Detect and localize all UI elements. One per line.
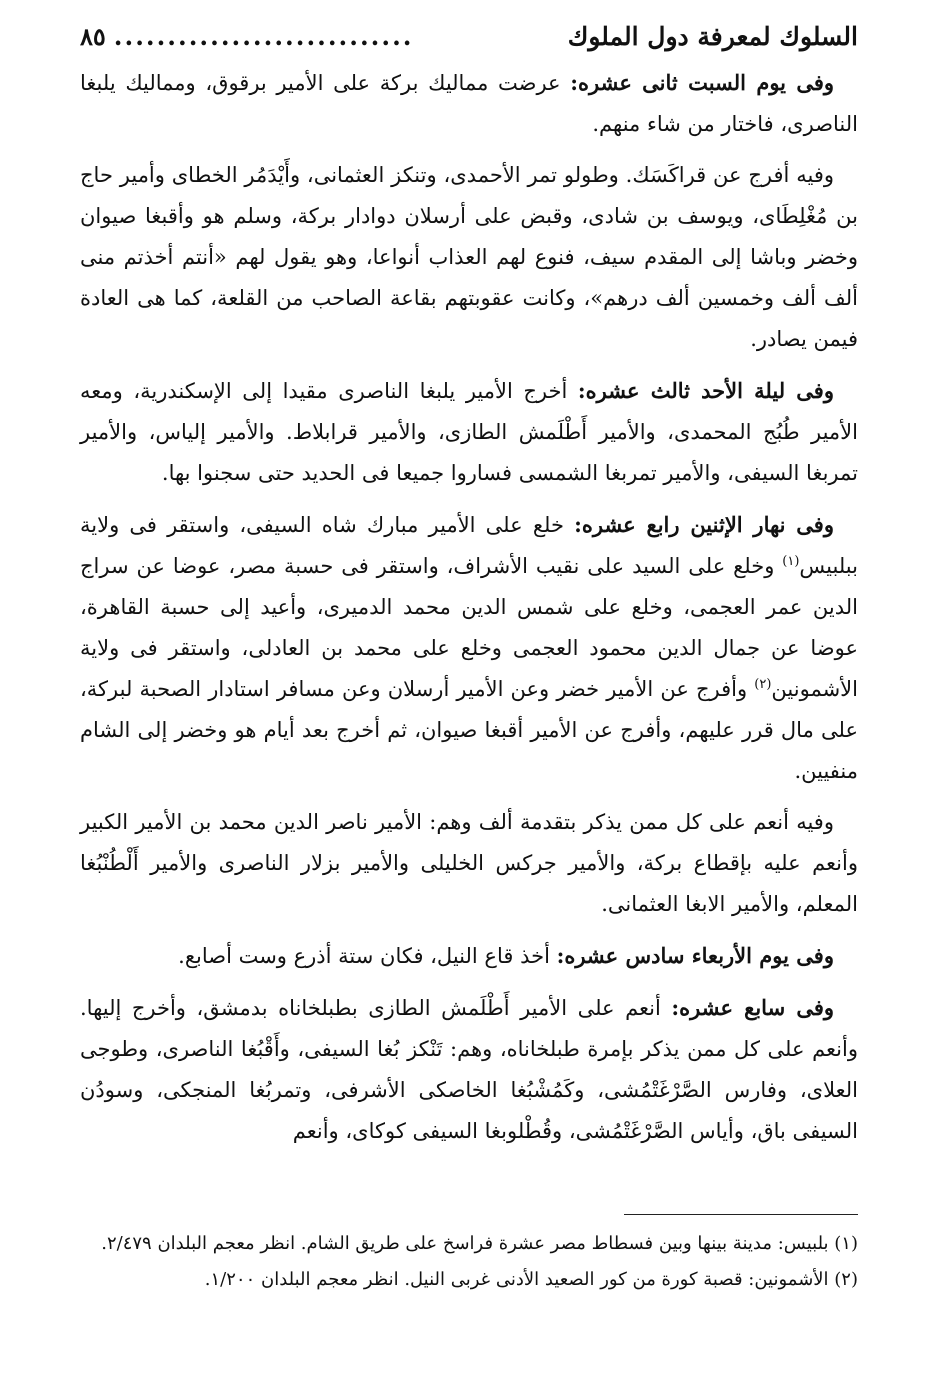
- paragraph-lead: وفى سابع عشره:: [671, 995, 834, 1020]
- paragraph-lead: وفى يوم الأربعاء سادس عشره:: [556, 943, 834, 968]
- book-page: [80, 22, 858, 1362]
- paragraph-lead: وفى يوم السبت ثانى عشره:: [570, 70, 835, 95]
- paragraph: [80, 504, 858, 792]
- footnote: (١) بلبيس: مدينة بينها وبين فسطاط مصر عشرة فراسخ على طريق الشام. انظر معجم البلدان ٢/٤٧٩.: [101, 1233, 858, 1254]
- page-number: ٨٥: [80, 22, 106, 51]
- paragraph-text: عرضت مماليك بركة على الأمير برقوق، ومماليك يلبغا الناصرى، فاختار من شاء منهم.: [80, 71, 858, 136]
- paragraph-text: وخلع على السيد على نقيب الأشراف، واستقر فى حسبة مصر، عوضا عن سراج الدين عمر العجمى، وخلع على شمس الدين محمد الدميرى، وأعيد إلى حسبة القاهرة، عوضا عن جمال الدين محمود العجمى وخلع على محمد بن العادلى، واستقر فى ولاية الأشمونين: [80, 554, 858, 701]
- paragraph: [80, 370, 858, 494]
- running-head: [80, 22, 858, 62]
- footnote-divider: [624, 1214, 858, 1215]
- paragraph-text: وفيه أفرج عن قراكَسَك. وطولو تمر الأحمدى، وتنكز العثمانى، وأَيْدَمُر الخطاى وأمير حاج بن مُغْلِطَاى، ويوسف بن شادى، وقبض على أرسلان دوادار بركة، وسلم هو وأقبغا صيوان وخضر وباشا إلى المقدم سيف، فنوع لهم العذاب أنواعا، وهو يقول لهم «أنتم أخذتم منى ألف ألف وخمسين ألف درهم»، وكانت عقوبتهم بقاعة الصاحب من القلعة، كما هى العادة فيمن يصادر.: [80, 163, 858, 351]
- paragraph-lead: وفى نهار الإثنين رابع عشره:: [574, 512, 834, 537]
- footnotes: [80, 1228, 858, 1300]
- leader-dots: ............................: [113, 22, 414, 51]
- body-text: [80, 62, 858, 1152]
- paragraph-lead: وفى ليلة الأحد ثالث عشره:: [577, 378, 834, 403]
- paragraph: [80, 62, 858, 145]
- paragraph-text: خلع على الأمير مبارك شاه السيفى، واستقر فى ولاية ببلبيس: [80, 513, 858, 578]
- footnote-marker: (١): [782, 554, 800, 569]
- footnote-marker: (٢): [754, 677, 772, 692]
- paragraph-text: أنعم على الأمير أَطْلَمش الطازى بطبلخاناه بدمشق، وأخرج إليها. وأنعم على كل ممن يذكر بإمرة طبلخاناه، وهم: تَنْكز بُغا السيفى، وأَقْبُغا الناصرى، وطوجى العلاى، وفارس الصَّرْغَتْمُشى، وكَمُشْبُغا الخاصكى الأشرفى، وتمربُغا المنجكى، وسودُن السيفى باق، وأياس الصَّرْغَتْمُشى، وقُطْلوبغا السيفى كوكاى، وأنعم: [80, 996, 858, 1143]
- paragraph-text: وأفرج عن الأمير خضر وعن الأمير أرسلان وعن مسافر استادار الصحبة لبركة، على مال قرر عليهم، وأفرج عن الأمير أقبغا صيوان، ثم أخرج بعد أيام هو وخضر إلى الشام منفيين.: [80, 677, 858, 783]
- running-title: السلوك لمعرفة دول الملوك: [567, 22, 858, 51]
- paragraph-text: أخرج الأمير يلبغا الناصرى مقيدا إلى الإسكندرية، ومعه الأمير طُبُج المحمدى، والأمير أَطْلَمش الطازى، والأمير قرابلاط. والأمير إلياس، والأمير تمربغا السيفى، والأمير تمربغا الشمسى فساروا جميعا فى الحديد حتى سجنوا بها.: [80, 379, 858, 485]
- paragraph: [80, 802, 858, 925]
- paragraph: [80, 155, 858, 360]
- paragraph-text: وفيه أنعم على كل ممن يذكر بتقدمة ألف وهم: الأمير ناصر الدين محمد بن الأمير الكبير وأنعم عليه بإقطاع بركة، والأمير جركس الخليلى والأمير بزلار الناصرى والأمير أَلْطُنْبُغا المعلم، والأمير الابغا العثمانى.: [80, 810, 858, 916]
- paragraph-text: أخذ قاع النيل، فكان ستة أذرع وست أصابع.: [178, 944, 557, 968]
- footnote: (٢) الأشمونين: قصبة كورة من كور الصعيد الأدنى غربى النيل. انظر معجم البلدان ١/٢٠٠.: [204, 1269, 858, 1290]
- paragraph: [80, 935, 858, 977]
- paragraph: [80, 987, 858, 1152]
